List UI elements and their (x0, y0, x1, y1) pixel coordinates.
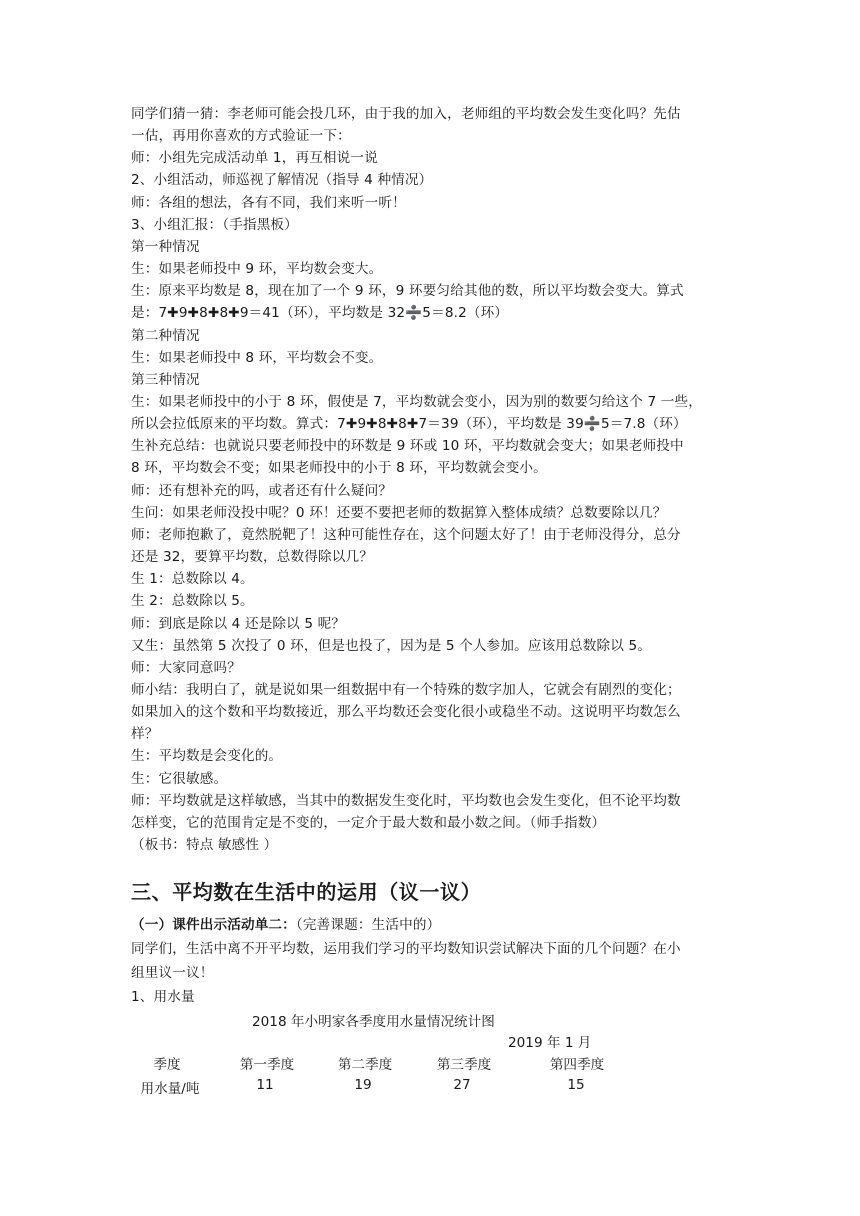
table-cell: 27 (453, 1077, 471, 1093)
paragraph-line: 师：平均数就是这样敏感，当其中的数据发生变化时，平均数也会发生变化，但不论平均数 (131, 792, 681, 809)
paragraph-line: 生问：如果老师没投中呢？0 环！还要不要把老师的数据算入整体成绩？总数要除以几？ (131, 504, 667, 521)
paragraph-line: 是：7✚9✚8✚8✚9＝41（环），平均数是 32➗5＝8.2（环） (131, 305, 509, 322)
paragraph-line: 第一种情况 (131, 238, 200, 255)
paragraph-line: 生：它很敏感。 (131, 770, 228, 787)
paragraph-line: 师：各组的想法，各有不同，我们来听一听！ (131, 194, 406, 211)
paragraph-line: 师：小组先完成活动单 1，再互相说一说 (131, 150, 378, 167)
table-header-cell: 季度 (153, 1057, 181, 1073)
paragraph-line: 样？ (131, 726, 159, 743)
paragraph-line: 第三种情况 (131, 371, 200, 388)
table-row-label: 用水量/吨 (140, 1081, 200, 1097)
paragraph-line: 生 2：总数除以 5。 (131, 593, 254, 610)
paragraph-line: 怎样变，它的范围肯定是不变的，一定介于最大数和最小数之间。（师手指数） (131, 814, 606, 831)
activity-note: （完善课题：生活中的） (295, 917, 441, 933)
paragraph-line: 一估，再用你喜欢的方式验证一下： (131, 128, 351, 145)
paragraph-line: 同学们，生活中离不开平均数，运用我们学习的平均数知识尝试解决下面的几个问题？在小 (131, 941, 681, 957)
paragraph-line: 组里议一议！ (131, 965, 214, 981)
paragraph-line: 生：原来平均数是 8，现在加了一个 9 环，9 环要匀给其他的数，所以平均数会变大。算式 (131, 283, 684, 300)
paragraph-line: 8 环，平均数会不变；如果老师投中的小于 8 环，平均数就会变小。 (131, 460, 547, 477)
table-cell: 19 (354, 1077, 372, 1093)
paragraph-line: 生：如果老师投中 9 环，平均数会变大。 (131, 261, 383, 277)
paragraph-line: 所以会拉低原来的平均数。算式：7✚9✚8✚8✚7＝39（环），平均数是 39➗5＝7.8（环） (131, 416, 687, 433)
paragraph-line: 同学们猜一猜：李老师可能会投几环，由于我的加入，老师组的平均数会发生变化吗？先估 (131, 106, 681, 122)
table-header-cell: 第三季度 (436, 1057, 492, 1073)
table-date: 2019 年 1 月 (508, 1035, 592, 1051)
item-heading: 1、用水量 (131, 989, 195, 1005)
paragraph-line: 生：平均数是会变化的。 (131, 748, 283, 765)
paragraph-line: 又生：虽然第 5 次投了 0 环，但是也投了，因为是 5 个人参加。应该用总数除以 5。 (131, 637, 652, 654)
table-header-cell: 第二季度 (337, 1057, 393, 1073)
paragraph-line: 师：还有想补充的吗，或者还有什么疑问？ (131, 482, 393, 499)
table-title: 2018 年小明家各季度用水量情况统计图 (252, 1014, 495, 1030)
paragraph-line: 生：如果老师投中的小于 8 环，假使是 7，平均数就会变小，因为别的数要匀给这个 7 一些， (131, 393, 703, 410)
paragraph-line: 师：老师抱歉了，竟然脱靶了！这种可能性存在，这个问题太好了！由于老师没得分，总分 (131, 526, 681, 543)
paragraph-line: 师：到底是除以 4 还是除以 5 呢？ (131, 615, 346, 632)
paragraph-line: 第二种情况 (131, 327, 200, 344)
paragraph-line: 生 1：总数除以 4。 (131, 571, 254, 588)
table-cell: 15 (567, 1077, 585, 1093)
paragraph-line: 生：如果老师投中 8 环，平均数会不变。 (131, 349, 383, 366)
table-header-cell: 第四季度 (549, 1057, 605, 1073)
paragraph-line: 师小结：我明白了，就是说如果一组数据中有一个特殊的数字加人，它就会有剧烈的变化； (131, 681, 681, 698)
activity-label: （一）课件出示活动单二： (131, 917, 296, 933)
paragraph-line: 师：大家同意吗？ (131, 659, 241, 676)
paragraph-line: 如果加入的这个数和平均数接近，那么平均数还会变化很小或稳坐不动。这说明平均数怎么 (131, 704, 681, 720)
paragraph-line: （板书：特点 敏感性 ） (131, 836, 278, 853)
activity-line (131, 914, 440, 936)
section-heading: 三、平均数在生活中的运用（议一议） (131, 880, 482, 904)
paragraph-line: 2、小组活动，师巡视了解情况（指导 4 种情况） (131, 172, 433, 189)
paragraph-line: 生补充总结：也就说只要老师投中的环数是 9 环或 10 环，平均数就会变大；如果老师投中 (131, 438, 684, 455)
paragraph-line: 3、小组汇报：（手指黑板） (131, 216, 298, 233)
table-cell: 11 (256, 1077, 274, 1093)
paragraph-line: 还是 32，要算平均数，总数得除以几？ (131, 549, 373, 565)
table-header-cell: 第一季度 (239, 1057, 295, 1073)
